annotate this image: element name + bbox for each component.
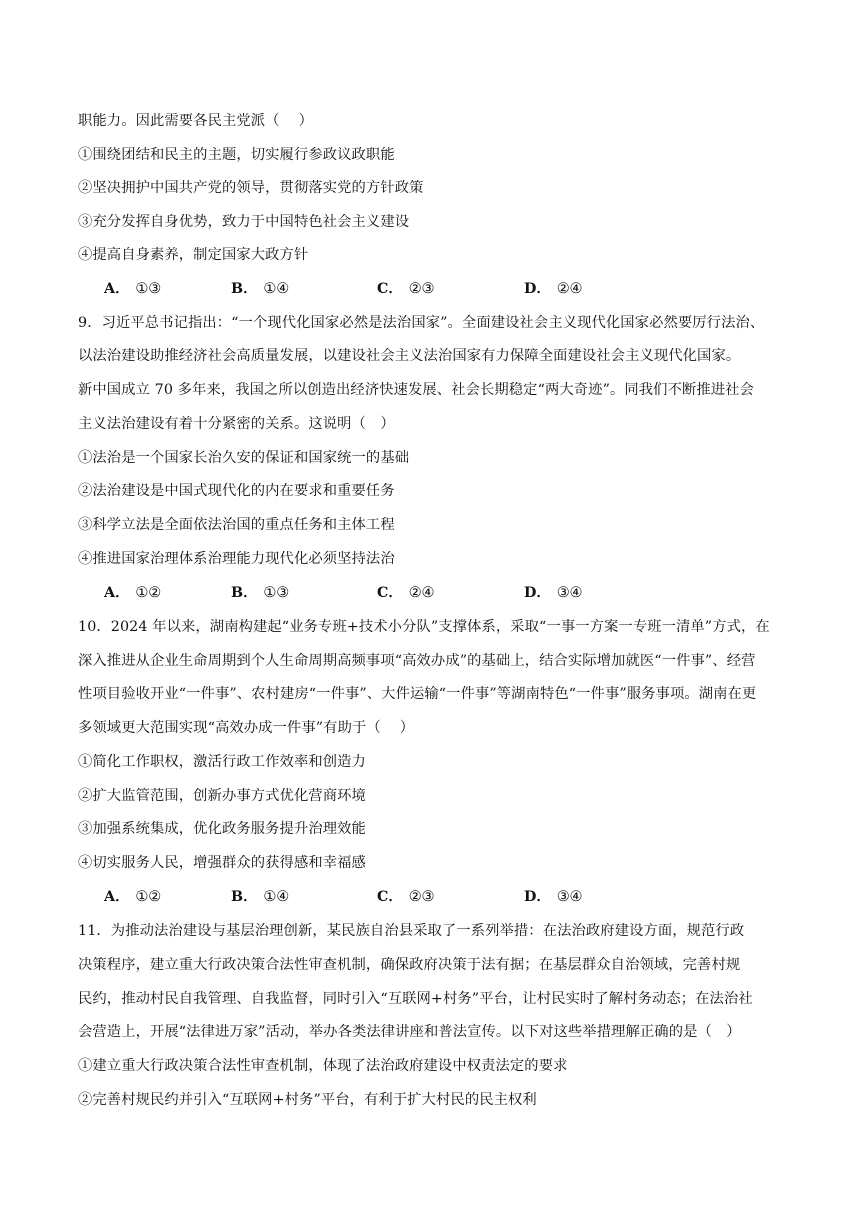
q8-option-d: D． ②④ — [524, 281, 583, 297]
q8-option-c: C． ②③ — [377, 281, 435, 297]
q9-option-c: C． ②④ — [377, 585, 435, 601]
q8-option-b: B． ①④ — [231, 281, 290, 297]
q10-statement-4: ④切实服务人民，增强群众的获得感和幸福感 — [78, 855, 366, 871]
q9-option-a: A． ①② — [104, 585, 162, 601]
q10-stem-line-2: 深入推进从企业生命周期到个人生命周期高频事项“高效办成”的基础上，结合实际增加就医“一件事”、经营 — [78, 653, 756, 669]
q10-option-b: B． ①④ — [231, 889, 290, 905]
q8-statement-2: ②坚决拥护中国共产党的领导，贯彻落实党的方针政策 — [78, 180, 424, 196]
q11-statement-1: ①建立重大行政决策合法性审查机制，体现了法治政府建设中权责法定的要求 — [78, 1058, 568, 1074]
q9-options — [104, 583, 804, 603]
q9-stem-line-2: 以法治建设助推经济社会高质量发展，以建设社会主义法治国家有力保障全面建设社会主义现代化国家。 — [78, 348, 741, 364]
q8-statement-1: ①围绕团结和民主的主题，切实履行参政议政职能 — [78, 147, 395, 163]
q9-statement-2: ②法治建设是中国式现代化的内在要求和重要任务 — [78, 483, 395, 499]
q11-stem-line-3: 民约，推动村民自我管理、自我监督，同时引入“互联网+村务”平台，让村民实时了解村务动态；在法治社 — [78, 991, 753, 1007]
q11-statement-2: ②完善村规民约并引入“互联网+村务”平台，有利于扩大村民的民主权利 — [78, 1092, 537, 1108]
q11-stem-line-4: 会营造上，开展“法律进万家”活动，举办各类法律讲座和普法宣传。以下对这些举措理解正确的是（ ） — [78, 1024, 741, 1040]
q10-option-c: C． ②③ — [377, 889, 435, 905]
q11-stem-line-1: 11．为推动法治建设与基层治理创新，某民族自治县采取了一系列举措：在法治政府建设方面，规范行政 — [78, 923, 745, 939]
q9-stem-line-3: 新中国成立 70 多年来，我国之所以创造出经济快速发展、社会长期稳定“两大奇迹”。同我们不断推进社会 — [78, 382, 754, 398]
q10-statement-2: ②扩大监管范围，创新办事方式优化营商环境 — [78, 788, 366, 804]
q10-statement-1: ①简化工作职权，激活行政工作效率和创造力 — [78, 754, 366, 770]
q9-stem-line-1: 9．习近平总书记指出：“一个现代化国家必然是法治国家”。全面建设社会主义现代化国家必然要厉行法治、 — [78, 315, 765, 331]
q10-options — [104, 887, 804, 907]
q8-statement-3: ③充分发挥自身优势，致力于中国特色社会主义建设 — [78, 214, 410, 230]
q9-statement-4: ④推进国家治理体系治理能力现代化必须坚持法治 — [78, 551, 395, 567]
q8-stem-tail: 职能力。因此需要各民主党派（ ） — [78, 113, 313, 129]
q8-option-a: A． ①③ — [104, 281, 162, 297]
q9-option-b: B． ①③ — [231, 585, 290, 601]
q10-stem-line-4: 多领域更大范围实现“高效办成一件事”有助于（ ） — [78, 720, 415, 736]
q10-stem-line-1: 10．2024 年以来，湖南构建起“业务专班+技术小分队”支撑体系，采取“一事一方案一专班一清单”方式，在 — [78, 619, 770, 635]
q9-statement-1: ①法治是一个国家长治久安的保证和国家统一的基础 — [78, 450, 410, 466]
q10-option-a: A． ①② — [104, 889, 162, 905]
q9-option-d: D． ③④ — [524, 585, 583, 601]
q9-statement-3: ③科学立法是全面依法治国的重点任务和主体工程 — [78, 517, 395, 533]
q8-statement-4: ④提高自身素养，制定国家大政方针 — [78, 247, 309, 263]
q10-stem-line-3: 性项目验收开业“一件事”、农村建房“一件事”、大件运输“一件事”等湖南特色“一件事”服务事项。湖南在更 — [78, 686, 757, 702]
q9-stem-line-4: 主义法治建设有着十分紧密的关系。这说明（ ） — [78, 416, 395, 432]
q10-option-d: D． ③④ — [524, 889, 583, 905]
q10-statement-3: ③加强系统集成，优化政务服务提升治理效能 — [78, 821, 366, 837]
q8-options — [104, 279, 804, 299]
q11-stem-line-2: 决策程序，建立重大行政决策合法性审查机制，确保政府决策于法有据；在基层群众自治领域，完善村规 — [78, 957, 741, 973]
